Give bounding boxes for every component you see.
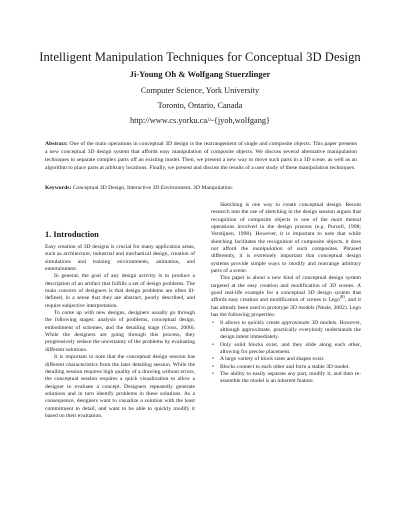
text-run: It allows to quickly create <box>220 319 282 326</box>
abstract-label: Abstract: <box>45 141 68 147</box>
sketching-paragraph <box>211 202 361 275</box>
text-run: A large variety of block sizes and shapes exist. <box>220 356 325 363</box>
keywords-text: Conceptual 3D Design, Interactive 3D Environment, 3D Manipulation. <box>71 185 234 191</box>
bullet-icon: • <box>212 356 214 363</box>
intro-paragraph-4: It is important to note that the conceptual design session has different characteristics from the later detailing session. While the detailing session requires high quality of a drawing without errors, the conceptual session requires a quick visualization to allow a designer to evaluate a concept. Designers repeatedly generate solutions and in turn identify problems in these solutions. As a consequence, designers want to visualize a solution with the least commitment to detail, and want to be able to quickly modify it based on their evaluation. <box>45 354 195 419</box>
lego-properties-list <box>211 320 361 386</box>
emphasis-manipulation: manipulation <box>252 246 283 253</box>
list-item <box>211 371 361 386</box>
bullet-icon: • <box>212 363 214 370</box>
list-item <box>211 356 361 363</box>
text-run: Sketching is one way to create conceptual design. Recent research into the use of sketching in the design session argues that recognition of composite objects is one of the <box>211 202 361 223</box>
bullet-icon: • <box>212 341 214 348</box>
abstract <box>45 140 357 172</box>
intro-paragraph-1: Easy creation of 3D designs is crucial for many application areas, such as architecture, industrial and mechanical design, creation of simulations and training environments, animation, and entertainment. <box>45 244 195 273</box>
keywords <box>45 184 357 192</box>
keywords-label: Keywords: <box>45 185 72 191</box>
text-run: Only solid blocks exist, and they slide along each other, allowing for precise placement. <box>220 341 361 355</box>
intro-paragraph-2: In general, the goal of any design activity is to produce a description of an artifact that fulfills a set of design problems. The main concern of designers is that design problems are often ill-defined, in a sense that they are abstract, poorly described, and require subjective interpretation. <box>45 273 195 309</box>
affiliation-dept: Computer Science, York University <box>140 86 260 95</box>
paper-title: Intelligent Manipulation Techniques for Conceptual 3D Design <box>39 50 361 64</box>
intro-paragraph-3: To come up with new designs, designers usually go through the following stages: analysis of problems, conceptual design, embodiment of schemes, and the detailing stage (Cross, 2000). While the designers are going through this process, they progressively reduce the uncertainty of the problems by evaluating different solutions. <box>45 310 195 353</box>
list-item <box>211 364 361 371</box>
section-heading: 1. Introduction <box>45 230 99 239</box>
bullet-icon: • <box>212 319 214 326</box>
left-column <box>45 207 195 420</box>
text-run: Blocks connect to each other and form a stable 3D model. <box>220 363 350 370</box>
emphasis-approximate: approximate <box>281 319 310 326</box>
text-run: 3D models. However, although approximate, practically everybody understands the design intent immediately. <box>220 319 361 341</box>
registered-mark: (R) <box>339 295 345 300</box>
affiliation-url: http://www.cs.yorku.ca/~{jyoh,wolfgang} <box>129 116 271 125</box>
text-run: This paper is about a new kind of conceptual design system targeted at the easy creation and modification of 3D scenes. A good real-life example for a conceptual 3D design system that affords easy creation and modification of scenes is Lego <box>211 275 361 304</box>
lego-paragraph <box>211 275 361 319</box>
list-item <box>211 320 361 342</box>
right-column <box>211 202 361 386</box>
text-run: mental operations involved in the design process (e.g. Purcell, 1998; Verstijnen, 1998). However, it is important to note that while sketching facilitates the recognition of composite objects, it does not afford the <box>211 216 361 253</box>
text-run: , and it has already been used to prototype 3D models (Neale, 2002). Lego has the following properties: <box>211 297 361 319</box>
bullet-icon: • <box>212 370 214 377</box>
emphasis-main: main <box>331 216 343 223</box>
text-run: of such composites. Phrased differently, it is extremely important that conceptual design systems provide simple ways to modify and rearrange arbitrary parts of a scene. <box>211 246 361 275</box>
paper-authors: Ji-Young Oh & Wolfgang Stuerzlinger <box>129 69 271 79</box>
text-run: The ability to easily separate any part, modify it, and then re-assemble the model is an inherent feature. <box>220 370 361 385</box>
affiliation-city: Toronto, Ontario, Canada <box>157 101 243 110</box>
list-item <box>211 342 361 357</box>
abstract-text: One of the main operations in conceptual 3D design is the rearrangement of single and composite objects. This paper presents a new conceptual 3D design system that affords easy manipulation of composite objects. We discuss several alternative manipulation techniques to separate complex parts off an existing model. Then, we present a new way to move such parts in a 3D scene, as well as an algorithm to place parts at arbitrary locations. Finally, we present and discuss the results of a user study of these manipulation techniques. <box>45 141 357 172</box>
